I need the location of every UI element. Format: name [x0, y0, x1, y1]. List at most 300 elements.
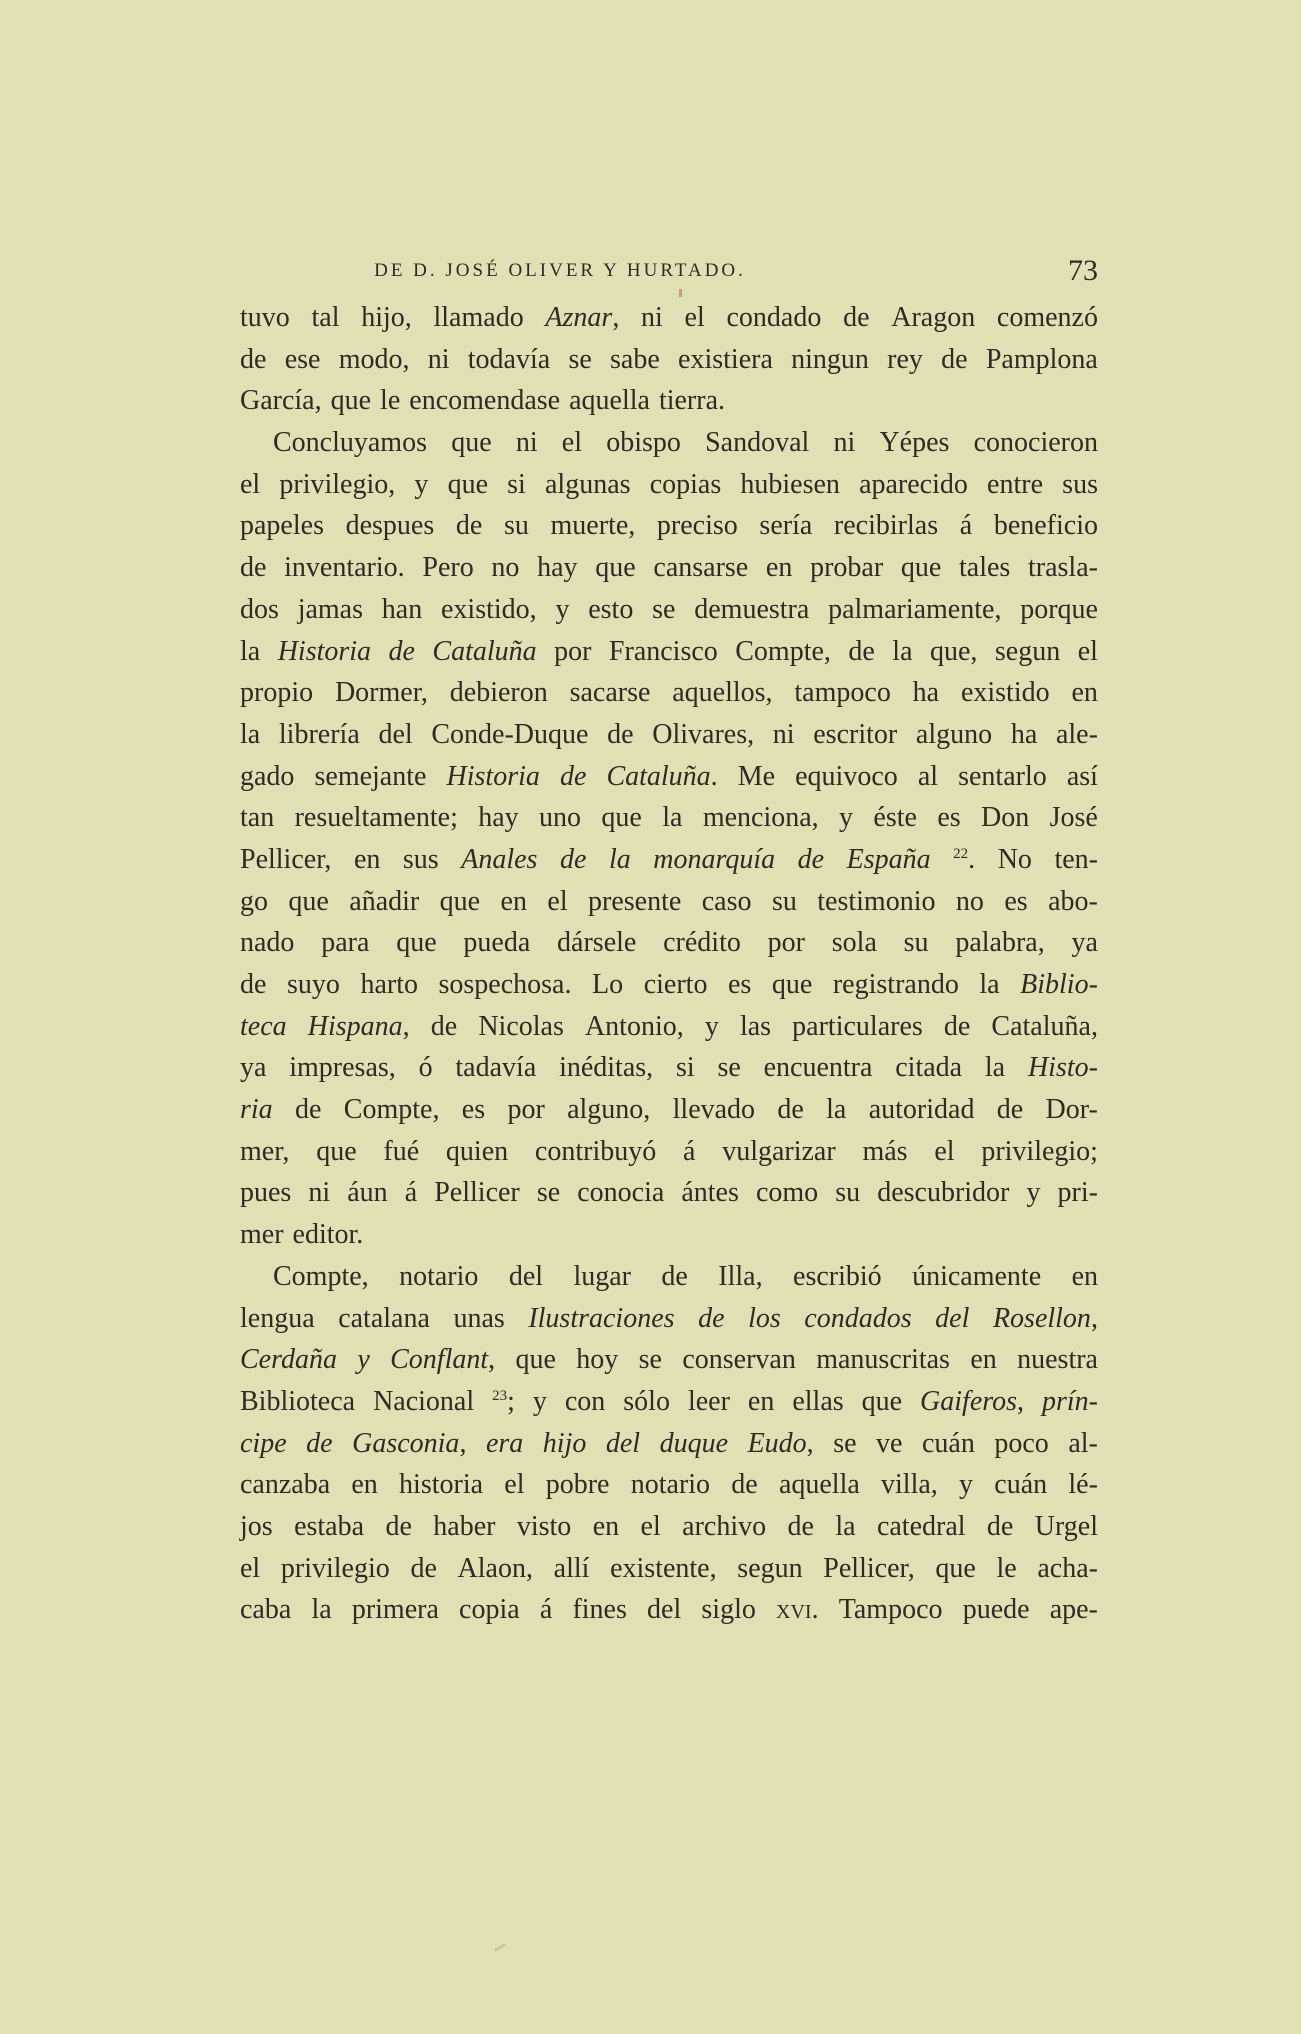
- word: sus: [1062, 468, 1098, 500]
- word: algunas: [545, 468, 631, 500]
- word: probar: [810, 552, 884, 584]
- word: de: [430, 1010, 458, 1042]
- word: Illa,: [718, 1260, 763, 1292]
- word: vulgarizar: [722, 1135, 836, 1167]
- word: equivoco: [795, 760, 898, 792]
- word: resueltamente;: [294, 802, 458, 834]
- word: éste: [873, 802, 917, 834]
- word: Histo-: [1027, 1052, 1098, 1084]
- word: á: [682, 1135, 696, 1167]
- running-title: DE D. JOSÉ OLIVER Y HURTADO.: [374, 260, 746, 281]
- word: caso: [701, 885, 752, 917]
- word: que: [396, 927, 437, 959]
- word: en: [970, 1344, 997, 1376]
- text-line: [240, 1172, 1098, 1214]
- word: Pero: [422, 552, 474, 584]
- word: únicamente: [912, 1260, 1042, 1292]
- word: Anales: [461, 843, 538, 875]
- word: suyo: [286, 969, 340, 1000]
- word: conocia: [577, 1177, 665, 1209]
- word: testimonio: [817, 885, 936, 917]
- word: villa,: [881, 1469, 938, 1501]
- word: Dor-: [1045, 1094, 1098, 1126]
- word: cansarse: [653, 552, 749, 584]
- word: tampoco: [794, 677, 891, 709]
- word: sospechosa.: [438, 969, 572, 1000]
- text-line: [240, 714, 1098, 756]
- word: conocieron: [973, 427, 1098, 459]
- word: $^{22}$.: [953, 843, 976, 875]
- word: privilegio;: [981, 1135, 1098, 1167]
- word: y: [704, 1010, 719, 1042]
- word: monarquía: [653, 843, 776, 875]
- word: conservan: [682, 1344, 796, 1376]
- word: de: [240, 343, 267, 375]
- word: uno: [539, 802, 582, 834]
- text-line: [240, 422, 1098, 464]
- word: Francisco: [608, 635, 718, 667]
- word: es: [937, 802, 961, 834]
- word: Pellicer,: [823, 1552, 915, 1584]
- word: xvi.: [776, 1594, 819, 1626]
- word: de: [943, 1010, 971, 1042]
- word: el: [504, 1469, 525, 1501]
- word: Conde-Duque: [431, 718, 589, 750]
- word: poco: [994, 1427, 1049, 1459]
- word: No: [997, 843, 1032, 875]
- text-line: [240, 1047, 1098, 1089]
- word: la: [979, 969, 1000, 1000]
- word: del: [935, 1302, 970, 1334]
- word: así: [1066, 760, 1098, 792]
- word: beneficio: [993, 510, 1098, 542]
- text-line: [240, 1381, 1098, 1423]
- text-line: [240, 797, 1098, 839]
- word: ve: [876, 1427, 903, 1459]
- word: de: [843, 302, 870, 333]
- word: que: [935, 1552, 976, 1584]
- word: la: [826, 1094, 847, 1126]
- word: la: [311, 1594, 332, 1626]
- word: en: [1071, 677, 1098, 709]
- word: modo,: [338, 343, 410, 375]
- word: áun: [347, 1177, 388, 1209]
- word: cuán: [994, 1469, 1048, 1501]
- word: y: [839, 802, 854, 834]
- word: hijo,: [361, 302, 412, 333]
- paper-smudge: [494, 1943, 506, 1952]
- word: Urgel: [1034, 1510, 1098, 1542]
- word: Eudo,: [747, 1427, 814, 1459]
- word: ten-: [1054, 843, 1098, 875]
- word: Sandoval: [705, 427, 810, 459]
- word: tierra.: [658, 385, 725, 417]
- word: no: [491, 552, 520, 584]
- word: es: [1004, 885, 1028, 917]
- word: y: [357, 1344, 370, 1376]
- word: ni: [308, 1177, 331, 1209]
- word: España: [846, 843, 931, 875]
- word: porque: [1020, 593, 1098, 625]
- word: ni: [833, 427, 856, 459]
- word: al: [917, 760, 939, 792]
- word: archivo: [682, 1510, 767, 1542]
- word: lugar: [573, 1260, 631, 1292]
- word: ha: [912, 677, 940, 709]
- word: notario: [399, 1260, 479, 1292]
- word: como: [755, 1177, 819, 1209]
- word: lengua: [240, 1302, 315, 1334]
- word: que: [771, 969, 813, 1000]
- word: sólo: [623, 1385, 670, 1417]
- word: preciso: [656, 510, 738, 542]
- word: privilegio: [280, 1552, 390, 1584]
- word: Lo: [592, 969, 624, 1000]
- word: han: [381, 593, 423, 625]
- text-line: [240, 1589, 1098, 1631]
- text-line: [240, 297, 1098, 339]
- word: manuscritas: [816, 1344, 950, 1376]
- word: tal: [311, 302, 340, 333]
- word: hubiesen: [740, 468, 840, 500]
- word: que: [316, 1135, 357, 1167]
- word: Hispana,: [307, 1010, 410, 1042]
- word: que: [330, 385, 372, 417]
- word: Antonio,: [584, 1010, 684, 1042]
- word: propio: [240, 677, 314, 709]
- word: Cataluña,: [991, 1010, 1098, 1042]
- word: de: [731, 1469, 758, 1501]
- word: canzaba: [240, 1469, 331, 1501]
- word: copia: [459, 1594, 520, 1626]
- word: tales: [958, 552, 1011, 584]
- word: teca: [240, 1010, 287, 1042]
- word: hijo: [542, 1427, 587, 1459]
- word: se: [652, 593, 676, 625]
- word: en: [765, 552, 793, 584]
- word: tadavía: [455, 1052, 537, 1084]
- word: unas: [453, 1302, 505, 1334]
- word: ni: [641, 302, 663, 333]
- word: Alaon,: [457, 1552, 533, 1584]
- word: haber: [433, 1510, 496, 1542]
- word: alguno: [915, 718, 993, 750]
- word: palabra,: [955, 927, 1045, 959]
- word: y: [532, 1385, 547, 1417]
- word: encuentra: [763, 1052, 873, 1084]
- word: nado: [240, 927, 295, 959]
- body-text: [240, 297, 1098, 1631]
- word: y: [414, 468, 429, 500]
- word: inventario.: [284, 552, 405, 584]
- word: por: [507, 1094, 545, 1126]
- word: trasla-: [1028, 552, 1098, 584]
- page-number: 73: [1068, 254, 1098, 287]
- word: ni: [515, 427, 538, 459]
- word: go: [240, 885, 268, 917]
- word: contribuyó: [534, 1135, 657, 1167]
- word: que: [447, 468, 488, 500]
- word: la: [240, 718, 261, 750]
- word: ya: [240, 1052, 267, 1084]
- word: pues: [240, 1177, 292, 1209]
- word: Compte,: [735, 635, 831, 667]
- word: impresas,: [289, 1052, 396, 1084]
- word: abo-: [1048, 885, 1098, 917]
- word: menciona,: [702, 802, 819, 834]
- word: encomendase: [409, 385, 561, 417]
- word: ningun: [791, 343, 869, 375]
- word: ellas: [792, 1385, 844, 1417]
- text-line: [240, 1089, 1098, 1131]
- text-line: [240, 1256, 1098, 1298]
- word: el: [561, 427, 582, 459]
- word: Tampoco: [838, 1594, 943, 1626]
- word: notario: [630, 1469, 711, 1501]
- word: del: [647, 1594, 682, 1626]
- word: la: [835, 1510, 856, 1542]
- word: condado: [726, 302, 822, 333]
- word: existente,: [610, 1552, 717, 1584]
- word: de: [607, 718, 634, 750]
- word: si: [675, 1052, 695, 1084]
- word: que: [288, 885, 329, 917]
- word: acha-: [1037, 1552, 1098, 1584]
- word: jos: [240, 1510, 273, 1542]
- word: catalana: [338, 1302, 430, 1334]
- word: ese: [284, 343, 321, 375]
- word: privilegio,: [279, 468, 396, 500]
- word: se: [717, 1052, 741, 1084]
- word: de: [410, 1552, 437, 1584]
- word: palmariamente,: [828, 593, 1002, 625]
- word: el: [934, 1135, 955, 1167]
- word: existido,: [441, 593, 537, 625]
- word: Yépes: [879, 427, 950, 459]
- word: Rosellon,: [992, 1302, 1098, 1334]
- word: sentarlo: [958, 760, 1047, 792]
- word: obispo: [606, 427, 681, 459]
- word: y: [555, 593, 570, 625]
- word: fines: [572, 1594, 627, 1626]
- word: al-: [1068, 1427, 1098, 1459]
- word: ape-: [1049, 1594, 1098, 1626]
- word: aparecido: [859, 468, 968, 500]
- word: se: [833, 1427, 857, 1459]
- word: sola: [831, 927, 877, 959]
- word: su: [903, 927, 929, 959]
- word: se: [536, 1177, 561, 1209]
- word: leer: [687, 1385, 730, 1417]
- word: que: [451, 427, 492, 459]
- word: en: [351, 1469, 378, 1501]
- word: que: [861, 1385, 903, 1417]
- word: sacarse: [569, 677, 651, 709]
- word: pobre: [545, 1469, 610, 1501]
- word: dársele: [557, 927, 637, 959]
- word: para: [321, 927, 370, 959]
- word: la: [608, 843, 631, 875]
- word: todavía: [467, 343, 551, 375]
- word: Historia: [446, 760, 540, 792]
- word: escritor: [813, 718, 898, 750]
- word: aquella: [778, 1469, 860, 1501]
- word: autoridad: [868, 1094, 975, 1126]
- word: librería: [278, 718, 360, 750]
- word: si: [507, 468, 526, 500]
- word: Nacional: [373, 1385, 475, 1417]
- word: segun: [737, 1552, 803, 1584]
- text-line: [240, 505, 1098, 547]
- word: Conflant,: [390, 1344, 496, 1376]
- word: de: [698, 1302, 725, 1334]
- word: ha: [1010, 718, 1038, 750]
- word: de: [559, 843, 587, 875]
- word: escribió: [793, 1260, 882, 1292]
- word: el: [240, 1552, 261, 1584]
- word: que: [595, 552, 636, 584]
- text-line: [240, 631, 1098, 673]
- word: á: [959, 510, 973, 542]
- word: estaba: [294, 1510, 365, 1542]
- word: la: [240, 635, 261, 667]
- word: por: [767, 927, 805, 959]
- word: le: [380, 385, 401, 417]
- word: primera: [351, 1594, 439, 1626]
- word: ria: [240, 1094, 273, 1126]
- word: cipe: [240, 1427, 287, 1459]
- word: historia: [399, 1469, 484, 1501]
- text-line: [240, 1131, 1098, 1173]
- word: prín-: [1042, 1385, 1098, 1417]
- word: ni: [772, 718, 795, 750]
- text-line: [240, 339, 1098, 381]
- word: copias: [649, 468, 722, 500]
- word: llevado: [672, 1094, 756, 1126]
- word: sabe: [610, 343, 660, 375]
- word: era: [485, 1427, 524, 1459]
- word: del: [605, 1427, 641, 1459]
- word: Olivares,: [652, 718, 755, 750]
- word: de: [777, 1094, 804, 1126]
- word: crédito: [663, 927, 741, 959]
- word: José: [1049, 802, 1098, 834]
- word: ó: [418, 1052, 433, 1084]
- word: con: [564, 1385, 606, 1417]
- word: alguno,: [567, 1094, 651, 1126]
- word: de: [996, 1094, 1024, 1126]
- word: quien: [445, 1135, 509, 1167]
- word: despues: [345, 510, 435, 542]
- word: á: [539, 1594, 553, 1626]
- word: más: [862, 1135, 908, 1167]
- word: ale-: [1055, 718, 1098, 750]
- word: de: [240, 552, 267, 584]
- word: tuvo: [240, 302, 290, 333]
- word: catedral: [876, 1510, 966, 1542]
- word: en: [1071, 1260, 1098, 1292]
- word: particulares: [792, 1010, 923, 1042]
- word: mer,: [240, 1135, 290, 1167]
- word: inéditas,: [559, 1052, 654, 1084]
- word: de: [661, 1260, 688, 1292]
- word: rey: [887, 343, 923, 375]
- word: mer: [240, 1219, 284, 1251]
- word: hay: [478, 802, 519, 834]
- word: Cataluña.: [606, 760, 718, 792]
- word: que: [515, 1344, 556, 1376]
- word: Cerdaña: [240, 1344, 337, 1376]
- word: Pellicer,: [240, 843, 332, 875]
- word: fué: [383, 1135, 420, 1167]
- word: es: [461, 1094, 486, 1126]
- text-line: [240, 1006, 1098, 1048]
- word: que: [439, 885, 481, 917]
- running-head: [240, 254, 1100, 298]
- word: pri-: [1057, 1177, 1098, 1209]
- word: cierto: [643, 969, 708, 1000]
- word: harto: [360, 969, 418, 1000]
- word: de: [455, 510, 483, 542]
- word: de: [306, 1427, 333, 1459]
- word: se: [638, 1344, 662, 1376]
- word: gado: [240, 760, 295, 792]
- word: en: [500, 885, 527, 917]
- word: Biblioteca: [240, 1385, 356, 1417]
- word: del: [378, 718, 413, 750]
- word: que: [601, 802, 642, 834]
- word: la: [892, 635, 913, 667]
- word: y: [959, 1469, 974, 1501]
- word: entre: [987, 468, 1044, 500]
- word: por: [554, 635, 592, 667]
- word: de: [559, 760, 587, 792]
- word: su: [771, 885, 797, 917]
- word: los: [748, 1302, 781, 1334]
- word: citada: [895, 1052, 963, 1084]
- word: de: [848, 635, 875, 667]
- text-line: [240, 881, 1098, 923]
- word: el: [684, 302, 705, 333]
- word: hoy: [576, 1344, 619, 1376]
- word: condados: [804, 1302, 912, 1334]
- word: las: [739, 1010, 772, 1042]
- word: Historia: [277, 635, 372, 667]
- word: Aznar,: [545, 302, 620, 333]
- word: la: [984, 1052, 1006, 1084]
- word: el: [240, 468, 261, 500]
- word: hay: [537, 552, 578, 584]
- word: Pellicer: [434, 1177, 520, 1209]
- word: allí: [553, 1552, 590, 1584]
- word: el: [1077, 635, 1098, 667]
- word: duque: [659, 1427, 729, 1459]
- word: en: [353, 843, 381, 875]
- word: le: [996, 1552, 1017, 1584]
- word: es: [728, 969, 752, 1000]
- word: llamado: [433, 302, 524, 333]
- word: de: [385, 1510, 412, 1542]
- word: añadir: [349, 885, 420, 917]
- word: Cataluña: [432, 635, 537, 667]
- word: del: [508, 1260, 544, 1292]
- text-line: [240, 380, 1098, 422]
- word: esto: [588, 593, 634, 625]
- word: tan: [240, 802, 275, 834]
- word: sería: [759, 510, 813, 542]
- word: $^{23}$;: [492, 1385, 515, 1417]
- text-line: [240, 1423, 1098, 1465]
